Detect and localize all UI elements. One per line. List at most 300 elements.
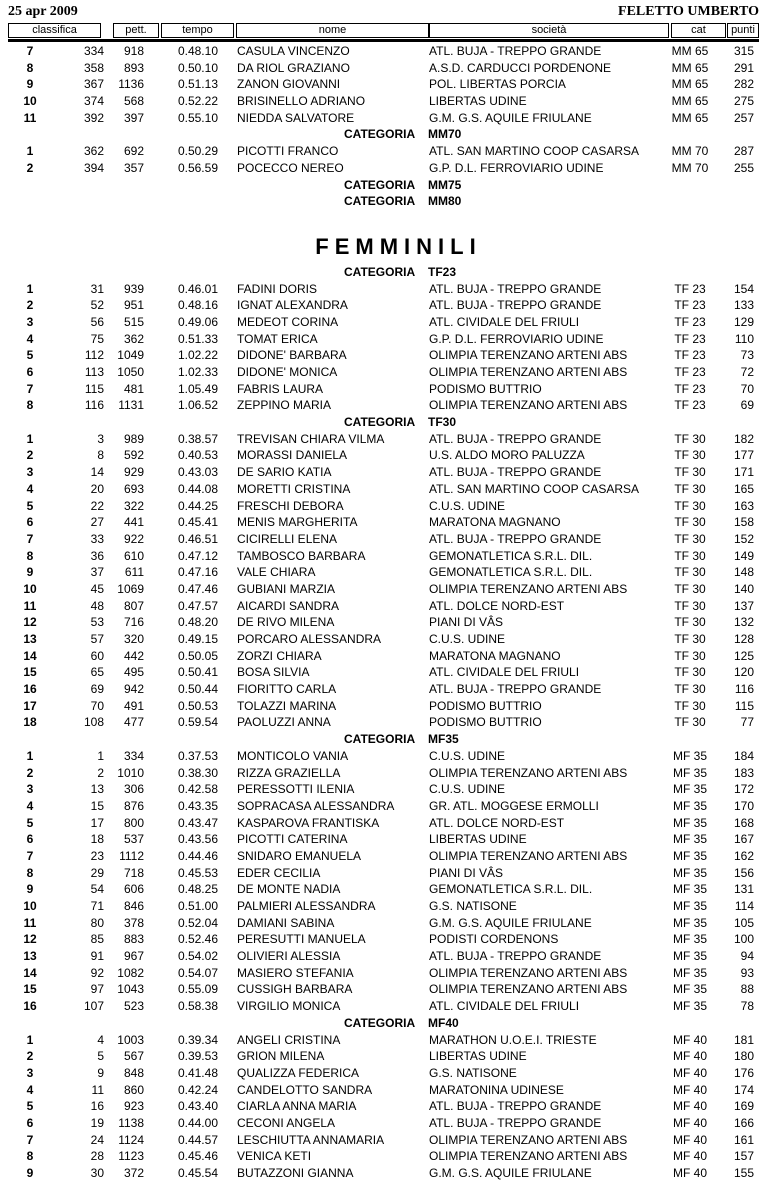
overall-position: 27 bbox=[90, 515, 104, 530]
category-code: MM 65 bbox=[671, 94, 709, 109]
club-name: ATL. CIVIDALE DEL FRIULI bbox=[429, 999, 580, 1014]
section-spacer bbox=[0, 210, 767, 230]
category-value: MF40 bbox=[428, 1015, 459, 1030]
points: 257 bbox=[733, 110, 754, 125]
club-name: LIBERTAS UDINE bbox=[429, 1049, 527, 1064]
club-name: G.M. G.S. AQUILE FRIULANE bbox=[429, 915, 592, 930]
athlete-name: CECONI ANGELA bbox=[237, 1115, 336, 1130]
finish-time: 0.46.01 bbox=[177, 281, 218, 296]
rank: 4 bbox=[26, 1082, 34, 1097]
points: 128 bbox=[733, 632, 754, 646]
rank: 1 bbox=[26, 281, 34, 296]
overall-position: 358 bbox=[83, 60, 104, 75]
athlete-name: DA RIOL GRAZIANO bbox=[237, 60, 350, 75]
category-label: CATEGORIA bbox=[344, 415, 416, 430]
rank: 14 bbox=[23, 648, 37, 663]
category-code: TF 30 bbox=[674, 682, 706, 697]
finish-time: 0.38.57 bbox=[177, 431, 218, 446]
bib-number: 477 bbox=[123, 715, 144, 730]
points: 93 bbox=[740, 965, 754, 980]
rank: 10 bbox=[23, 581, 37, 596]
category-code: MF 35 bbox=[672, 748, 707, 763]
club-name: OLIMPIA TERENZANO ARTENI ABS bbox=[429, 982, 628, 997]
club-name: GEMONATLETICA S.R.L. DIL. bbox=[429, 882, 593, 897]
points: 155 bbox=[733, 1166, 754, 1180]
points: 169 bbox=[733, 1099, 754, 1114]
category-code: MM 65 bbox=[671, 44, 709, 58]
table-row bbox=[0, 748, 767, 765]
athlete-name: FABRIS LAURA bbox=[237, 381, 324, 396]
points: 172 bbox=[733, 782, 754, 797]
overall-position: 30 bbox=[90, 1166, 104, 1180]
table-row bbox=[0, 581, 767, 598]
rank: 1 bbox=[26, 431, 34, 446]
table-row bbox=[0, 931, 767, 948]
rank: 2 bbox=[26, 298, 34, 313]
bib-number: 568 bbox=[123, 94, 144, 109]
rank: 13 bbox=[23, 949, 37, 964]
club-name: C.U.S. UDINE bbox=[429, 632, 506, 646]
club-name: ATL. BUJA - TREPPO GRANDE bbox=[429, 465, 602, 480]
table-row bbox=[0, 381, 767, 398]
overall-position: 4 bbox=[97, 1032, 104, 1047]
table-row bbox=[0, 531, 767, 548]
club-name: G.M. G.S. AQUILE FRIULANE bbox=[429, 110, 592, 125]
overall-position: 1 bbox=[97, 748, 104, 763]
points: 167 bbox=[733, 832, 754, 847]
bib-number: 1082 bbox=[117, 965, 144, 980]
rank: 7 bbox=[26, 1132, 34, 1147]
category-code: TF 30 bbox=[674, 648, 706, 663]
points: 94 bbox=[740, 949, 754, 964]
table-row bbox=[0, 110, 767, 127]
athlete-name: PALMIERI ALESSANDRA bbox=[237, 899, 376, 913]
finish-time: 0.41.48 bbox=[177, 1065, 218, 1080]
overall-position: 36 bbox=[90, 548, 104, 563]
category-code: TF 30 bbox=[674, 698, 706, 713]
table-row bbox=[0, 714, 767, 731]
rank: 2 bbox=[26, 765, 34, 780]
points: 78 bbox=[740, 999, 754, 1014]
athlete-name: NIEDDA SALVATORE bbox=[237, 110, 355, 125]
athlete-name: CANDELOTTO SANDRA bbox=[237, 1082, 373, 1097]
category-code: MF 40 bbox=[672, 1115, 707, 1130]
rank: 8 bbox=[26, 398, 34, 413]
overall-position: 60 bbox=[90, 648, 104, 663]
overall-position: 3 bbox=[97, 431, 104, 446]
table-row bbox=[0, 93, 767, 110]
club-name: PODISMO BUTTRIO bbox=[429, 381, 542, 396]
points: 255 bbox=[733, 160, 754, 175]
rank: 16 bbox=[23, 682, 37, 697]
bib-number: 320 bbox=[123, 632, 144, 646]
results-table bbox=[0, 43, 767, 1182]
table-row bbox=[0, 43, 767, 60]
rank: 8 bbox=[26, 1149, 34, 1164]
category-code: TF 30 bbox=[674, 715, 706, 730]
athlete-name: ZEPPINO MARIA bbox=[237, 398, 332, 413]
category-code: MF 40 bbox=[672, 1149, 707, 1164]
table-row bbox=[0, 798, 767, 815]
bib-number: 606 bbox=[123, 882, 144, 897]
table-row bbox=[0, 614, 767, 631]
category-code: MF 35 bbox=[672, 949, 707, 964]
bib-number: 362 bbox=[123, 331, 144, 346]
table-row bbox=[0, 965, 767, 982]
athlete-name: SNIDARO EMANUELA bbox=[237, 848, 362, 863]
rank: 9 bbox=[26, 565, 34, 580]
column-pett: pett. bbox=[113, 23, 159, 38]
category-heading bbox=[0, 193, 767, 210]
category-code: MF 35 bbox=[672, 865, 707, 880]
finish-time: 0.54.02 bbox=[177, 949, 218, 964]
overall-position: 97 bbox=[90, 982, 104, 997]
rank: 1 bbox=[26, 748, 34, 763]
club-name: ATL. CIVIDALE DEL FRIULI bbox=[429, 665, 580, 680]
bib-number: 1112 bbox=[119, 848, 144, 863]
athlete-name: GUBIANI MARZIA bbox=[237, 581, 336, 596]
category-code: TF 30 bbox=[674, 431, 706, 446]
table-row bbox=[0, 1132, 767, 1149]
table-row bbox=[0, 498, 767, 515]
category-value: MM70 bbox=[428, 127, 462, 142]
overall-position: 367 bbox=[83, 77, 104, 92]
category-heading bbox=[0, 731, 767, 748]
points: 162 bbox=[733, 848, 754, 863]
finish-time: 0.58.38 bbox=[177, 999, 218, 1014]
overall-position: 8 bbox=[97, 448, 104, 463]
category-value: MM75 bbox=[428, 177, 462, 192]
athlete-name: MENIS MARGHERITA bbox=[237, 515, 358, 530]
category-code: TF 30 bbox=[674, 665, 706, 680]
category-label: CATEGORIA bbox=[344, 177, 416, 192]
club-name: OLIMPIA TERENZANO ARTENI ABS bbox=[429, 348, 628, 363]
category-code: TF 30 bbox=[674, 465, 706, 480]
athlete-name: ZANON GIOVANNI bbox=[237, 77, 341, 92]
points: 291 bbox=[733, 60, 754, 75]
club-name: ATL. BUJA - TREPPO GRANDE bbox=[429, 431, 602, 446]
category-heading bbox=[0, 126, 767, 143]
club-name: G.S. NATISONE bbox=[429, 1065, 517, 1080]
athlete-name: IGNAT ALEXANDRA bbox=[237, 298, 348, 313]
points: 180 bbox=[733, 1049, 754, 1064]
rank: 7 bbox=[26, 381, 34, 396]
athlete-name: PORCARO ALESSANDRA bbox=[237, 632, 382, 646]
overall-position: 334 bbox=[83, 44, 104, 58]
bib-number: 846 bbox=[123, 899, 144, 913]
finish-time: 0.43.47 bbox=[177, 815, 218, 830]
bib-number: 495 bbox=[123, 665, 144, 680]
overall-position: 56 bbox=[90, 314, 104, 329]
category-code: MF 35 bbox=[672, 932, 707, 947]
overall-position: 80 bbox=[90, 915, 104, 930]
finish-time: 0.49.06 bbox=[177, 314, 218, 329]
table-row bbox=[0, 76, 767, 93]
rank: 4 bbox=[26, 798, 34, 813]
table-row bbox=[0, 1032, 767, 1049]
finish-time: 0.44.57 bbox=[177, 1132, 218, 1147]
athlete-name: PERESSOTTI ILENIA bbox=[237, 782, 355, 797]
finish-time: 0.45.53 bbox=[177, 865, 218, 880]
table-row bbox=[0, 881, 767, 898]
finish-time: 0.44.46 bbox=[177, 848, 218, 863]
club-name: ATL. BUJA - TREPPO GRANDE bbox=[429, 682, 602, 697]
athlete-name: DE RIVO MILENA bbox=[237, 615, 335, 630]
points: 168 bbox=[733, 815, 754, 830]
points: 282 bbox=[733, 77, 754, 92]
finish-time: 0.48.10 bbox=[177, 44, 218, 58]
column-tempo: tempo bbox=[161, 23, 234, 38]
points: 140 bbox=[733, 581, 754, 596]
table-row bbox=[0, 781, 767, 798]
rank: 3 bbox=[26, 782, 34, 797]
rank: 3 bbox=[26, 314, 34, 329]
category-label: CATEGORIA bbox=[344, 127, 416, 142]
finish-time: 0.43.56 bbox=[177, 832, 218, 847]
overall-position: 18 bbox=[90, 832, 104, 847]
overall-position: 108 bbox=[83, 715, 104, 730]
club-name: ATL. BUJA - TREPPO GRANDE bbox=[429, 949, 602, 964]
club-name: OLIMPIA TERENZANO ARTENI ABS bbox=[429, 1132, 628, 1147]
club-name: A.S.D. CARDUCCI PORDENONE bbox=[429, 60, 612, 75]
table-row bbox=[0, 1048, 767, 1065]
rank: 6 bbox=[26, 515, 34, 530]
bib-number: 515 bbox=[123, 314, 144, 329]
table-row bbox=[0, 314, 767, 331]
finish-time: 0.51.00 bbox=[177, 899, 218, 913]
athlete-name: VIRGILIO MONICA bbox=[237, 999, 341, 1014]
category-code: TF 30 bbox=[674, 515, 706, 530]
category-code: TF 23 bbox=[674, 298, 706, 313]
finish-time: 0.55.09 bbox=[177, 982, 218, 997]
points: 158 bbox=[733, 515, 754, 530]
table-row bbox=[0, 998, 767, 1015]
athlete-name: VALE CHIARA bbox=[237, 565, 316, 580]
overall-position: 362 bbox=[83, 144, 104, 159]
category-code: TF 30 bbox=[674, 632, 706, 646]
points: 137 bbox=[733, 598, 754, 613]
bib-number: 334 bbox=[123, 748, 144, 763]
category-code: TF 23 bbox=[674, 348, 706, 363]
points: 161 bbox=[733, 1132, 754, 1147]
table-row bbox=[0, 1148, 767, 1165]
points: 114 bbox=[734, 899, 754, 913]
club-name: PIANI DI VÂS bbox=[429, 865, 504, 880]
points: 177 bbox=[733, 448, 754, 463]
table-row bbox=[0, 1082, 767, 1099]
bib-number: 523 bbox=[123, 999, 144, 1014]
club-name: OLIMPIA TERENZANO ARTENI ABS bbox=[429, 581, 628, 596]
club-name: C.U.S. UDINE bbox=[429, 748, 506, 763]
finish-time: 0.50.41 bbox=[177, 665, 218, 680]
points: 129 bbox=[733, 314, 754, 329]
rank: 17 bbox=[23, 698, 37, 713]
bib-number: 397 bbox=[123, 110, 144, 125]
points: 176 bbox=[733, 1065, 754, 1080]
table-row bbox=[0, 281, 767, 298]
finish-time: 1.06.52 bbox=[177, 398, 218, 413]
finish-time: 0.37.53 bbox=[177, 748, 218, 763]
table-row bbox=[0, 143, 767, 160]
athlete-name: MONTICOLO VANIA bbox=[237, 748, 349, 763]
athlete-name: MEDEOT CORINA bbox=[237, 314, 339, 329]
club-name: MARATONA MAGNANO bbox=[429, 515, 561, 530]
rank: 9 bbox=[26, 882, 34, 897]
finish-time: 0.48.16 bbox=[177, 298, 218, 313]
table-row bbox=[0, 1098, 767, 1115]
bib-number: 923 bbox=[123, 1099, 144, 1114]
club-name: GEMONATLETICA S.R.L. DIL. bbox=[429, 565, 593, 580]
table-row bbox=[0, 464, 767, 481]
bib-number: 378 bbox=[123, 915, 144, 930]
table-row bbox=[0, 648, 767, 665]
rank: 7 bbox=[26, 848, 34, 863]
category-code: MM 65 bbox=[671, 60, 709, 75]
club-name: ATL. BUJA - TREPPO GRANDE bbox=[429, 281, 602, 296]
bib-number: 929 bbox=[123, 465, 144, 480]
category-code: MF 35 bbox=[672, 765, 707, 780]
club-name: GEMONATLETICA S.R.L. DIL. bbox=[429, 548, 593, 563]
table-row bbox=[0, 948, 767, 965]
category-code: MF 35 bbox=[672, 782, 707, 797]
points: 149 bbox=[733, 548, 754, 563]
table-row bbox=[0, 297, 767, 314]
finish-time: 0.39.34 bbox=[177, 1032, 218, 1047]
bib-number: 1131 bbox=[118, 398, 144, 413]
club-name: OLIMPIA TERENZANO ARTENI ABS bbox=[429, 398, 628, 413]
rank: 7 bbox=[26, 44, 34, 58]
athlete-name: MASIERO STEFANIA bbox=[237, 965, 354, 980]
table-row bbox=[0, 1115, 767, 1132]
table-row bbox=[0, 664, 767, 681]
athlete-name: KASPAROVA FRANTISKA bbox=[237, 815, 380, 830]
bib-number: 718 bbox=[123, 865, 144, 880]
category-code: TF 30 bbox=[674, 598, 706, 613]
overall-position: 85 bbox=[90, 932, 104, 947]
athlete-name: PERESUTTI MANUELA bbox=[237, 932, 366, 947]
club-name: MARATONA MAGNANO bbox=[429, 648, 561, 663]
overall-position: 19 bbox=[90, 1115, 104, 1130]
finish-time: 0.50.05 bbox=[177, 648, 218, 663]
column-societa: società bbox=[429, 23, 669, 38]
bib-number: 491 bbox=[123, 698, 144, 713]
club-name: OLIMPIA TERENZANO ARTENI ABS bbox=[429, 965, 628, 980]
club-name: PODISMO BUTTRIO bbox=[429, 698, 542, 713]
rank: 11 bbox=[23, 915, 37, 930]
bib-number: 800 bbox=[123, 815, 144, 830]
club-name: G.M. G.S. AQUILE FRIULANE bbox=[429, 1166, 592, 1180]
overall-position: 394 bbox=[83, 160, 104, 175]
bib-number: 1069 bbox=[117, 581, 144, 596]
finish-time: 0.44.08 bbox=[177, 481, 218, 496]
bib-number: 951 bbox=[123, 298, 144, 313]
athlete-name: FADINI DORIS bbox=[237, 281, 318, 296]
table-row bbox=[0, 865, 767, 882]
club-name: C.U.S. UDINE bbox=[429, 498, 506, 513]
category-heading bbox=[0, 264, 767, 281]
rank: 18 bbox=[23, 715, 37, 730]
club-name: ATL. DOLCE NORD-EST bbox=[429, 815, 565, 830]
rank: 8 bbox=[26, 60, 34, 75]
category-label: CATEGORIA bbox=[344, 732, 416, 747]
athlete-name: MORETTI CRISTINA bbox=[237, 481, 351, 496]
table-row bbox=[0, 1165, 767, 1182]
overall-position: 71 bbox=[90, 899, 104, 913]
bib-number: 893 bbox=[123, 60, 144, 75]
club-name: ATL. BUJA - TREPPO GRANDE bbox=[429, 1115, 602, 1130]
overall-position: 65 bbox=[90, 665, 104, 680]
points: 287 bbox=[733, 144, 754, 159]
bib-number: 1050 bbox=[117, 365, 144, 379]
bib-number: 481 bbox=[123, 381, 144, 396]
points: 77 bbox=[740, 715, 754, 730]
finish-time: 0.51.33 bbox=[177, 331, 218, 346]
finish-time: 0.48.25 bbox=[177, 882, 218, 897]
category-code: MF 40 bbox=[672, 1082, 707, 1097]
category-label: CATEGORIA bbox=[344, 264, 416, 279]
category-code: TF 30 bbox=[674, 498, 706, 513]
table-row bbox=[0, 698, 767, 715]
bib-number: 1043 bbox=[117, 982, 144, 997]
rank: 13 bbox=[23, 632, 37, 646]
points: 110 bbox=[734, 331, 754, 346]
rank: 9 bbox=[26, 1166, 34, 1180]
rank: 15 bbox=[23, 665, 37, 680]
overall-position: 112 bbox=[84, 348, 104, 363]
overall-position: 17 bbox=[90, 815, 104, 830]
category-code: TF 23 bbox=[674, 365, 706, 379]
overall-position: 31 bbox=[90, 281, 104, 296]
bib-number: 1138 bbox=[118, 1115, 144, 1130]
finish-time: 1.05.49 bbox=[177, 381, 218, 396]
club-name: G.S. NATISONE bbox=[429, 899, 517, 913]
table-row bbox=[0, 815, 767, 832]
club-name: LIBERTAS UDINE bbox=[429, 94, 527, 109]
athlete-name: FIORITTO CARLA bbox=[237, 682, 337, 697]
category-code: MF 35 bbox=[672, 915, 707, 930]
category-code: MF 35 bbox=[672, 882, 707, 897]
points: 184 bbox=[733, 748, 754, 763]
bib-number: 1010 bbox=[117, 765, 144, 780]
club-name: G.P. D.L. FERROVIARIO UDINE bbox=[429, 331, 604, 346]
athlete-name: CASULA VINCENZO bbox=[237, 44, 350, 58]
club-name: ATL. DOLCE NORD-EST bbox=[429, 598, 565, 613]
finish-time: 0.48.20 bbox=[177, 615, 218, 630]
points: 166 bbox=[733, 1115, 754, 1130]
overall-position: 52 bbox=[90, 298, 104, 313]
rank: 2 bbox=[26, 1049, 34, 1064]
bib-number: 567 bbox=[123, 1049, 144, 1064]
race-date: 25 apr 2009 bbox=[8, 4, 78, 19]
athlete-name: DAMIANI SABINA bbox=[237, 915, 335, 930]
finish-time: 0.44.00 bbox=[177, 1115, 218, 1130]
athlete-name: PICOTTI FRANCO bbox=[237, 144, 339, 159]
bib-number: 989 bbox=[123, 431, 144, 446]
athlete-name: DIDONE' MONICA bbox=[237, 365, 338, 379]
points: 116 bbox=[734, 682, 754, 697]
bib-number: 807 bbox=[123, 598, 144, 613]
points: 120 bbox=[733, 665, 754, 680]
athlete-name: POCECCO NEREO bbox=[237, 160, 344, 175]
overall-position: 22 bbox=[90, 498, 104, 513]
bib-number: 1124 bbox=[118, 1132, 144, 1147]
category-code: TF 23 bbox=[674, 281, 706, 296]
points: 133 bbox=[733, 298, 754, 313]
bib-number: 1049 bbox=[117, 348, 144, 363]
finish-time: 0.46.51 bbox=[177, 531, 218, 546]
bib-number: 716 bbox=[123, 615, 144, 630]
points: 183 bbox=[733, 765, 754, 780]
